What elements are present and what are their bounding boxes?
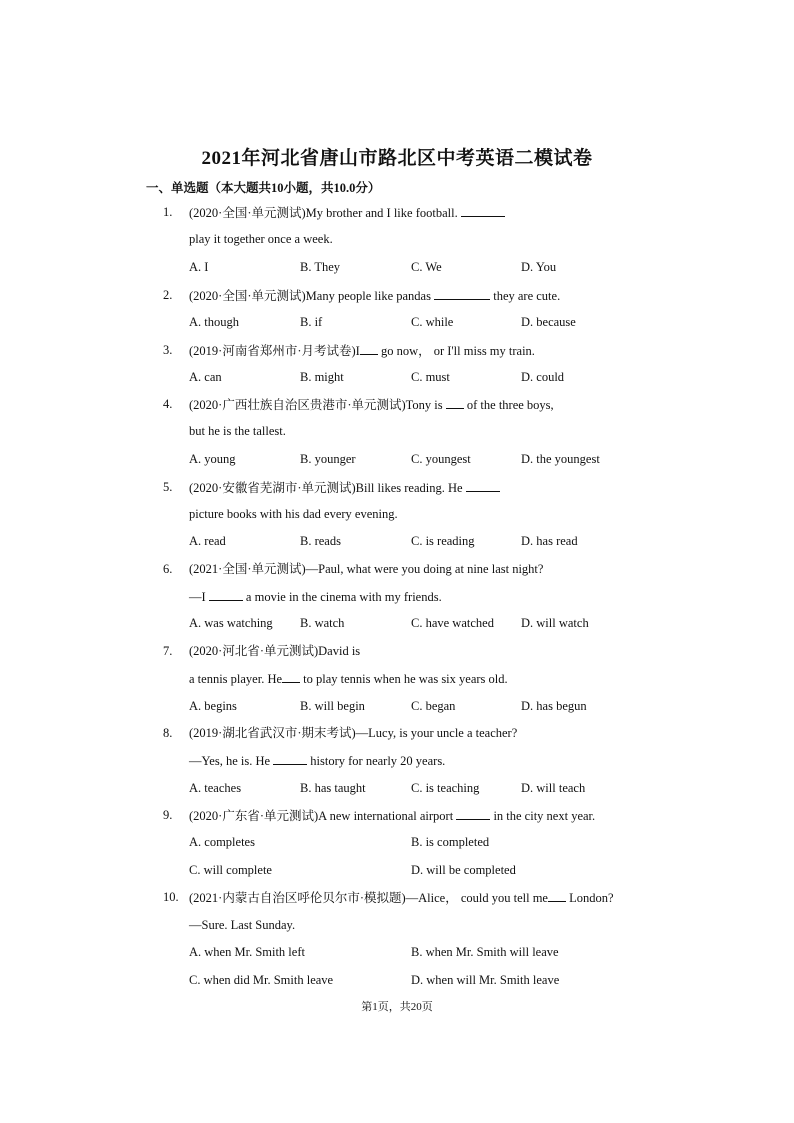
answer-blank [209,589,243,601]
answer-blank [548,890,566,902]
option-d[interactable]: D. because [521,315,576,329]
option-a[interactable]: A. when Mr. Smith left [189,945,305,959]
option-d[interactable]: D. will teach [521,781,586,795]
option-a[interactable]: A. young [189,452,236,466]
option-b[interactable]: B. is completed [411,835,490,849]
answer-blank [273,753,307,765]
question-stem: (2020·安徽省芜湖市·单元测试)Bill likes reading. He [189,480,500,495]
option-a[interactable]: A. I [189,260,209,274]
option-b[interactable]: B. They [300,260,341,274]
question-stem: (2020·广西壮族自治区贵港市·单元测试)Tony is of the three boys, [189,398,554,412]
question-stem-continued: a tennis player. He to play tennis when he was six years old. [189,672,508,686]
option-b[interactable]: B. reads [300,534,341,548]
option-c[interactable]: C. when did Mr. Smith leave [189,973,334,987]
option-a[interactable]: A. teaches [189,781,242,795]
option-c[interactable]: C. began [411,699,456,713]
option-b[interactable]: B. younger [300,452,356,466]
option-c[interactable]: C. will complete [189,863,272,877]
question-stem: (2019·河南省郑州市·月考试卷)I go now， or I'll miss my train. [189,344,535,358]
option-c[interactable]: C. is reading [411,534,475,548]
question-stem-continued: but he is the tallest. [189,424,286,438]
question-number: 1. [163,205,173,219]
question-stem: (2020·全国·单元测试)My brother and I like football. [189,205,505,220]
question-stem-continued: —Yes, he is. He history for nearly 20 years. [189,754,446,768]
option-d[interactable]: D. will be completed [411,863,516,877]
answer-blank [282,671,300,683]
option-d[interactable]: D. has begun [521,699,587,713]
answer-blank [434,288,490,300]
option-a[interactable]: A. was watching [189,616,273,630]
question-number: 8. [163,726,173,740]
option-d[interactable]: D. could [521,370,565,384]
answer-blank [461,205,505,217]
question-stem: (2020·河北省·单元测试)David is [189,644,361,658]
question-stem-continued: picture books with his dad every evening. [189,507,398,521]
option-a[interactable]: A. can [189,370,222,384]
option-c[interactable]: C. have watched [411,616,494,630]
option-d[interactable]: D. You [521,260,557,274]
option-c[interactable]: C. is teaching [411,781,480,795]
option-d[interactable]: D. when will Mr. Smith leave [411,973,560,987]
answer-blank [446,397,464,409]
option-c[interactable]: C. must [411,370,450,384]
question-number: 9. [163,808,173,822]
page-footer: 第1页，共20页 [361,1001,433,1013]
option-b[interactable]: B. will begin [300,699,365,713]
question-stem: (2019·湖北省武汉市·期末考试)—Lucy, is your uncle a teacher? [189,726,518,740]
question-number: 5. [163,480,173,494]
question-number: 3. [163,343,173,357]
option-b[interactable]: B. has taught [300,781,366,795]
question-number: 7. [163,644,173,658]
question-stem-continued: play it together once a week. [189,232,333,246]
option-a[interactable]: A. though [189,315,239,329]
option-b[interactable]: B. when Mr. Smith will leave [411,945,559,959]
question-number: 10. [163,890,179,904]
answer-blank [456,808,490,820]
question-stem-continued: —I a movie in the cinema with my friends. [189,590,442,604]
question-stem: (2021·全国·单元测试)—Paul, what were you doing at nine last night? [189,562,544,576]
option-b[interactable]: B. if [300,315,323,329]
question-stem: (2021·内蒙古自治区呼伦贝尔市·模拟题)—Alice， could you tell me London? [189,891,614,905]
option-a[interactable]: A. begins [189,699,237,713]
option-c[interactable]: C. while [411,315,454,329]
question-stem: (2020·广东省·单元测试)A new international airport in the city next year. [189,809,596,823]
section-heading: 一、单选题（本大题共10小题，共10.0分） [146,181,381,195]
answer-blank [360,343,378,355]
option-b[interactable]: B. watch [300,616,345,630]
option-c[interactable]: C. We [411,260,442,274]
option-d[interactable]: D. the youngest [521,452,600,466]
question-number: 6. [163,562,173,576]
question-stem-continued: —Sure. Last Sunday. [189,918,296,932]
option-d[interactable]: D. has read [521,534,578,548]
question-number: 2. [163,288,173,302]
option-d[interactable]: D. will watch [521,616,589,630]
option-b[interactable]: B. might [300,370,344,384]
question-stem: (2020·全国·单元测试)Many people like pandas they are cute. [189,289,561,303]
page-title: 2021年河北省唐山市路北区中考英语二模试卷 [201,148,593,169]
option-c[interactable]: C. youngest [411,452,471,466]
question-number: 4. [163,397,173,411]
option-a[interactable]: A. read [189,534,226,548]
answer-blank [466,480,500,492]
option-a[interactable]: A. completes [189,835,255,849]
